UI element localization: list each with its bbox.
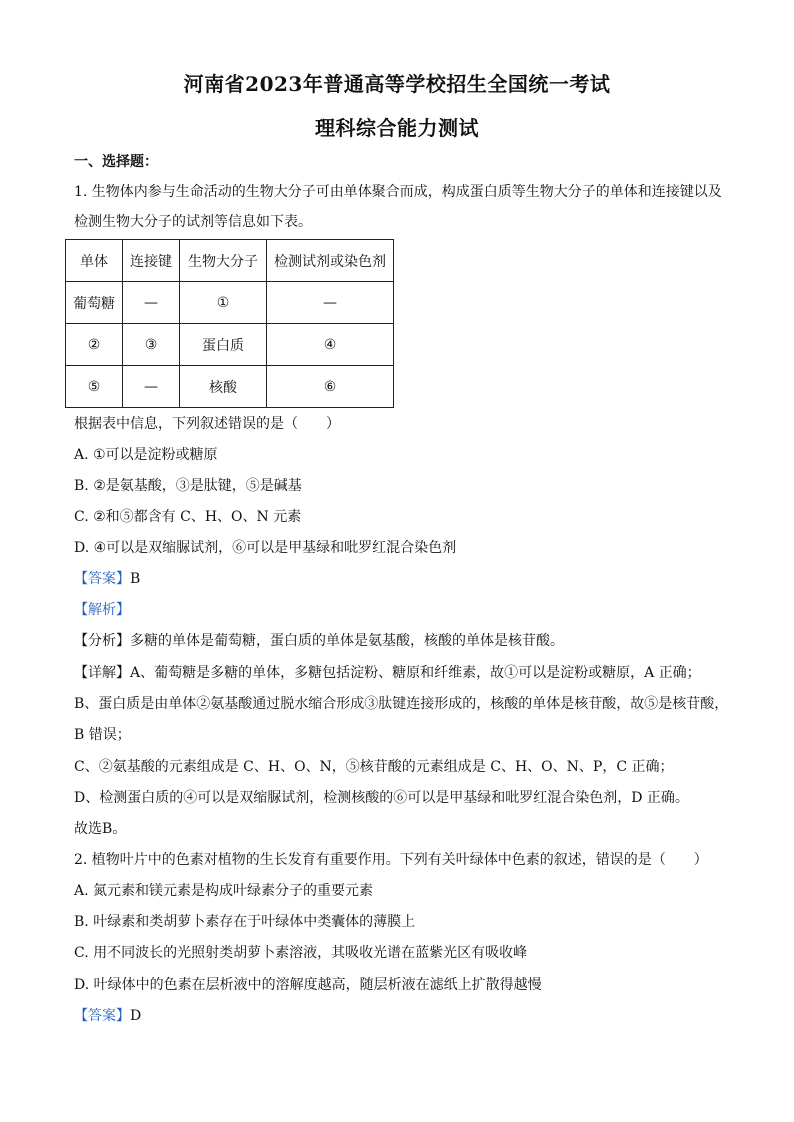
table-cell: ⑥ <box>267 366 394 408</box>
q2-option-b: B. 叶绿素和类胡萝卜素存在于叶绿体中类囊体的薄膜上 <box>74 914 416 930</box>
table-cell: 蛋白质 <box>180 324 267 366</box>
table-header-cell: 检测试剂或染色剂 <box>267 240 394 282</box>
q1-option-c: C. ②和⑤都含有 C、H、O、N 元素 <box>74 509 302 525</box>
table-cell: — <box>123 366 180 408</box>
q1-table <box>65 239 394 408</box>
answer-value: D <box>130 1008 142 1024</box>
section-heading: 一、选择题： <box>74 154 158 170</box>
q1-detail-d: D、检测蛋白质的④可以是双缩脲试剂，检测核酸的⑥可以是甲基绿和吡罗红混合染色剂，D 正确。 <box>74 790 689 806</box>
q1-stem-line2: 检测生物大分子的试剂等信息如下表。 <box>74 214 312 230</box>
table-cell: ④ <box>267 324 394 366</box>
table-row <box>66 282 394 324</box>
q1-answer <box>74 569 140 589</box>
table-cell: 核酸 <box>180 366 267 408</box>
table-header-cell: 生物大分子 <box>180 240 267 282</box>
q2-option-a: A. 氮元素和镁元素是构成叶绿素分子的重要元素 <box>74 883 374 899</box>
fenxi-text: 多糖的单体是葡萄糖，蛋白质的单体是氨基酸，核酸的单体是核苷酸。 <box>130 633 564 649</box>
q1-detail-a <box>74 663 701 683</box>
q1-detail-c: C、②氨基酸的元素组成是 C、H、O、N，⑤核苷酸的元素组成是 C、H、O、N、P，C 正确； <box>74 759 674 775</box>
table-header-row <box>66 240 394 282</box>
table-row <box>66 366 394 408</box>
xiangjie-tag: 【详解】 <box>74 665 130 681</box>
table-row <box>66 324 394 366</box>
q1-option-a: A. ①可以是淀粉或糖原 <box>74 447 218 463</box>
table-header-cell: 单体 <box>66 240 123 282</box>
q2-stem: 2. 植物叶片中的色素对植物的生长发育有重要作用。下列有关叶绿体中色素的叙述，错误的是（ ） <box>74 852 708 868</box>
table-header-cell: 连接键 <box>123 240 180 282</box>
answer-value: B <box>130 571 141 587</box>
answer-tag: 【答案】 <box>74 571 130 587</box>
q2-option-c: C. 用不同波长的光照射类胡萝卜素溶液，其吸收光谱在蓝紫光区有吸收峰 <box>74 945 528 961</box>
exam-subtitle: 理科综合能力测试 <box>315 116 479 140</box>
q1-fenxi <box>74 631 564 651</box>
fenxi-tag: 【分析】 <box>74 633 130 649</box>
detail-text: A、葡萄糖是多糖的单体，多糖包括淀粉、糖原和纤维素，故①可以是淀粉或糖原，A 正确； <box>130 665 701 681</box>
q1-option-b: B. ②是氨基酸，③是肽键，⑤是碱基 <box>74 478 302 494</box>
q1-detail-b: B、蛋白质是由单体②氨基酸通过脱水缩合形成③肽键连接形成的，核酸的单体是核苷酸，故⑤是核苷酸， <box>74 696 729 712</box>
table-cell: ② <box>66 324 123 366</box>
q2-option-d: D. 叶绿体中的色素在层析液中的溶解度越高，随层析液在滤纸上扩散得越慢 <box>74 977 542 993</box>
q1-prompt: 根据表中信息，下列叙述错误的是（ ） <box>74 416 340 432</box>
answer-tag: 【答案】 <box>74 1008 130 1024</box>
table-cell: ⑤ <box>66 366 123 408</box>
q1-option-d: D. ④可以是双缩脲试剂，⑥可以是甲基绿和吡罗红混合染色剂 <box>74 540 457 556</box>
q1-conclusion: 故选B。 <box>74 821 127 837</box>
table-cell: — <box>123 282 180 324</box>
table-cell: ① <box>180 282 267 324</box>
q1-detail-b-cont: B 错误； <box>74 727 131 743</box>
exam-title: 河南省2023年普通高等学校招生全国统一考试 <box>183 72 611 96</box>
q1-analysis-tag: 【解析】 <box>74 602 130 618</box>
table-cell: — <box>267 282 394 324</box>
q2-answer <box>74 1006 141 1026</box>
q1-stem-line1: 1. 生物体内参与生命活动的生物大分子可由单体聚合而成，构成蛋白质等生物大分子的单体和连接键以及 <box>74 184 722 200</box>
table-cell: 葡萄糖 <box>66 282 123 324</box>
table-cell: ③ <box>123 324 180 366</box>
